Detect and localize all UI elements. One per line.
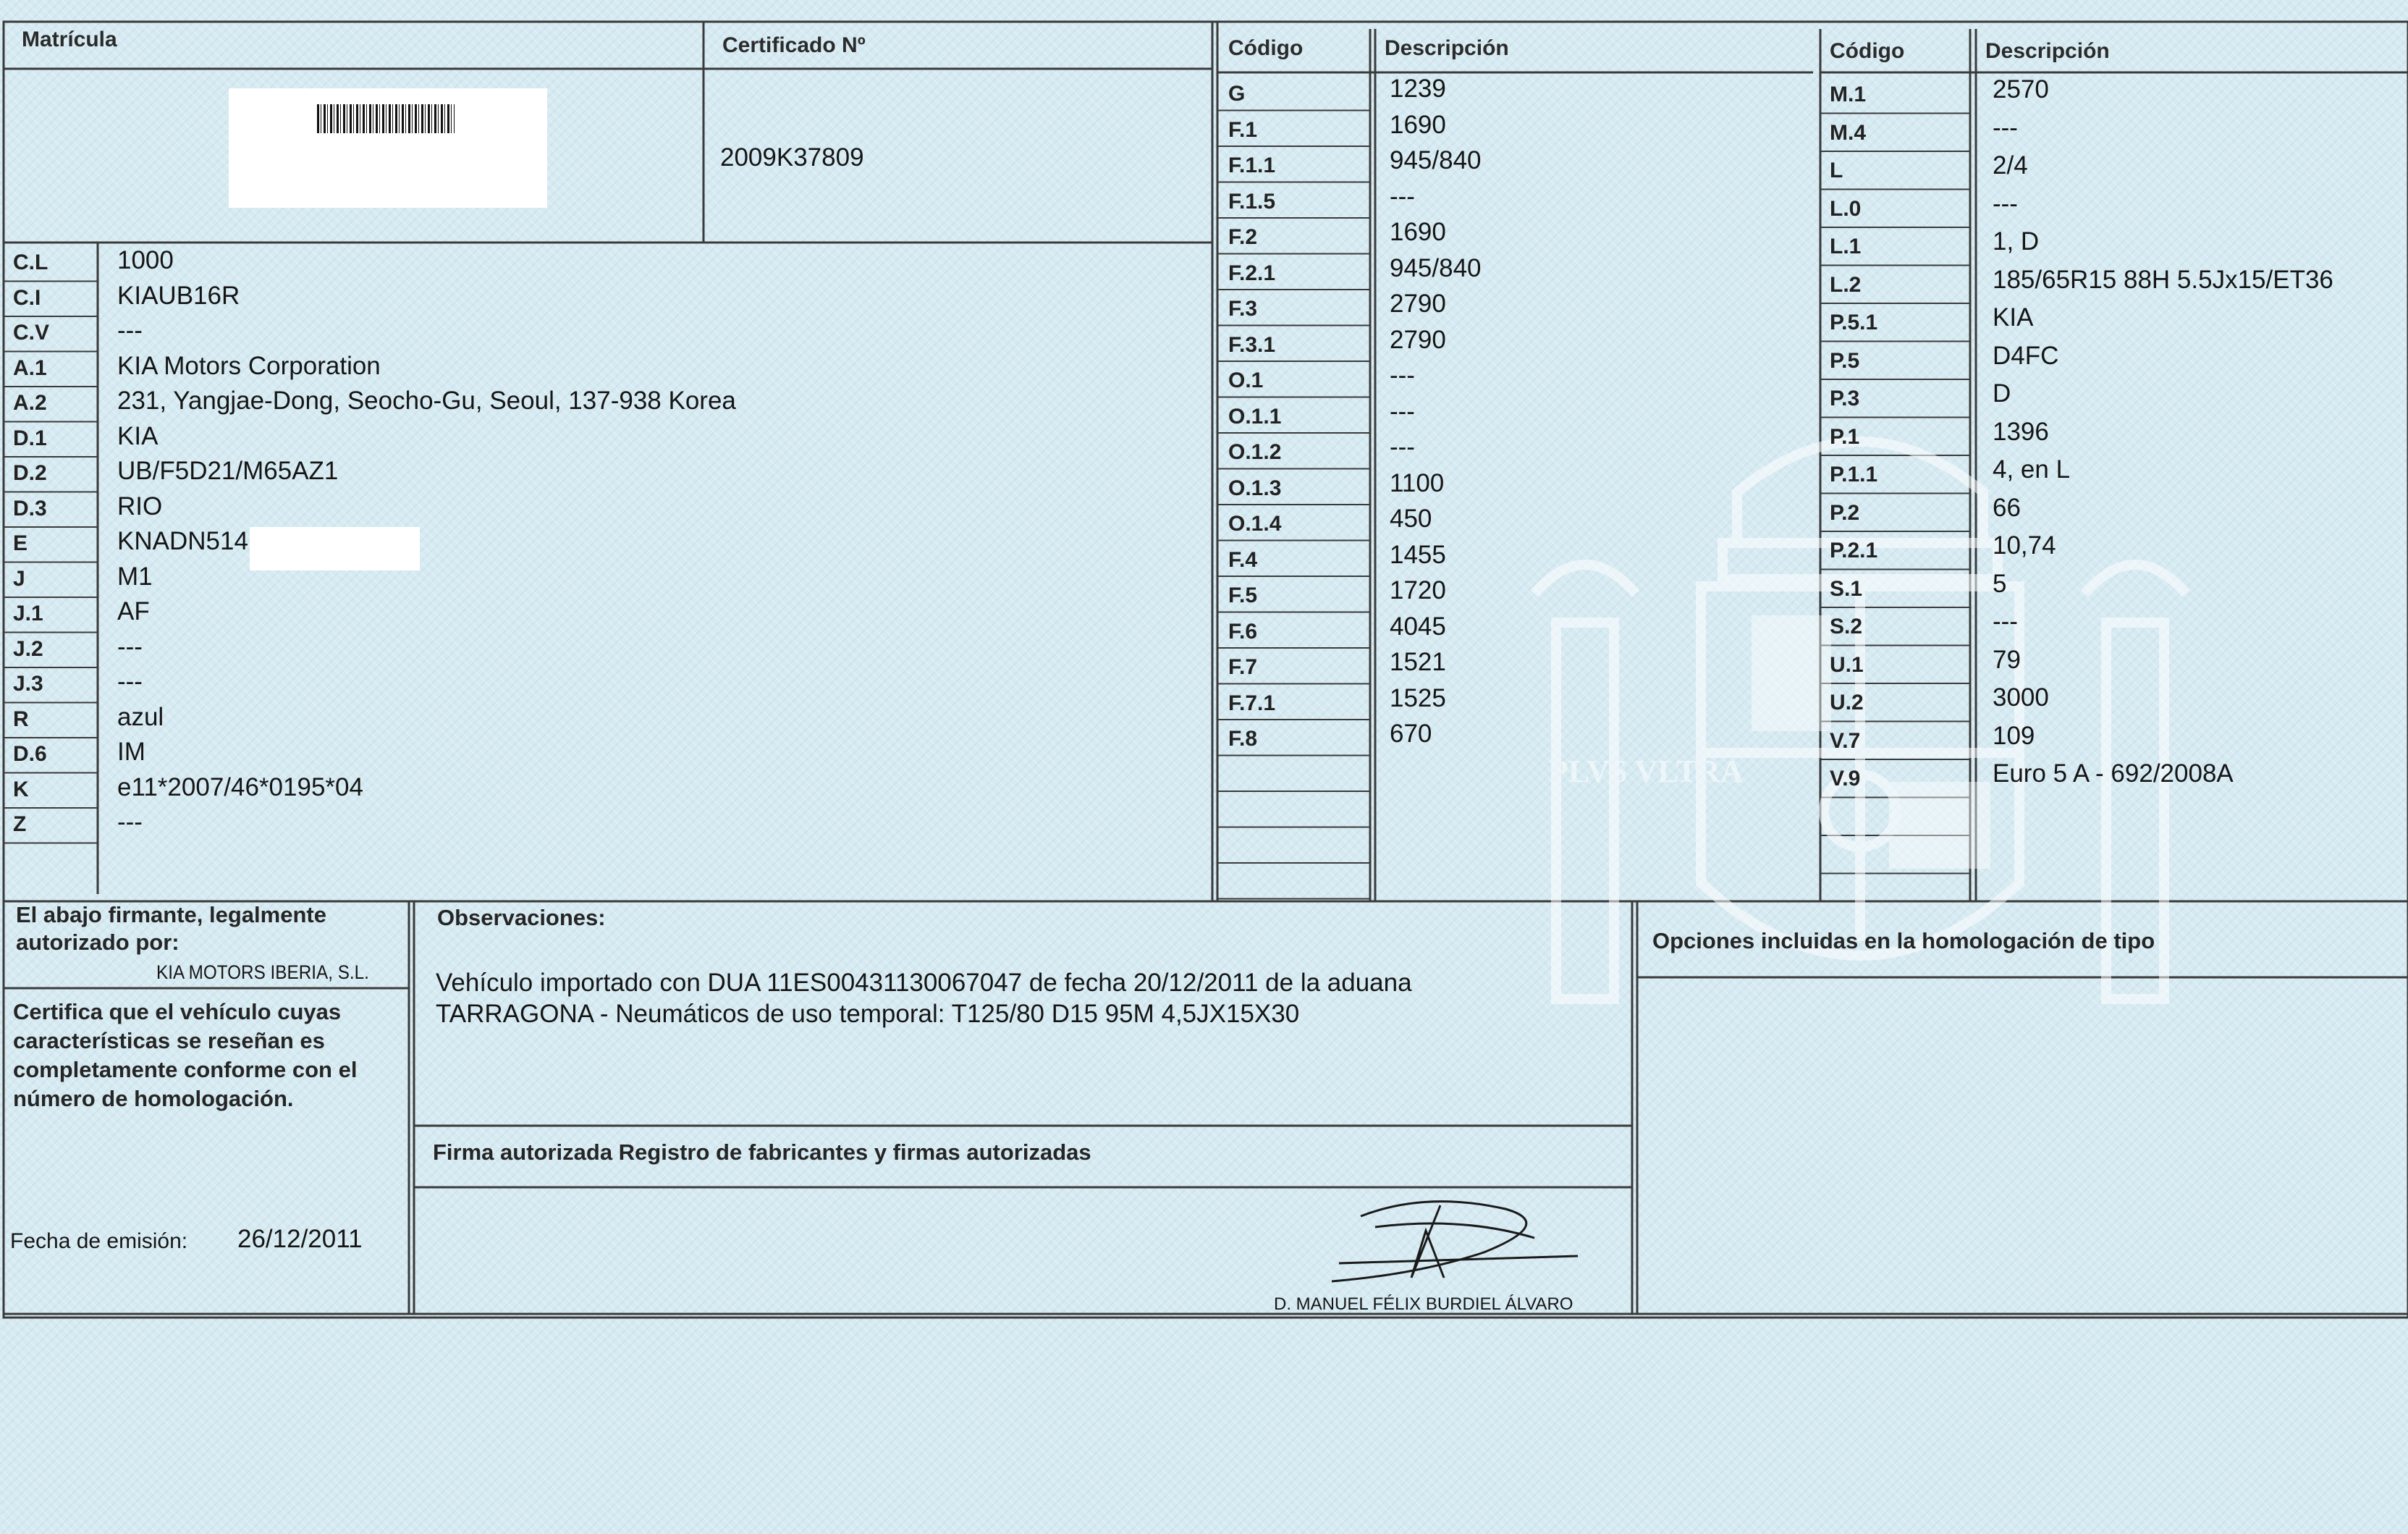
signer-label-1: El abajo firmante, legalmente	[16, 902, 326, 927]
middle-code: O.1.2	[1228, 440, 1282, 464]
matricula-sticker	[229, 88, 547, 208]
left-code: J.3	[13, 672, 43, 696]
middle-code: F.4	[1228, 547, 1258, 572]
left-code: A.2	[13, 391, 47, 415]
firma-label: Firma autorizada Registro de fabricantes y firmas autorizadas	[433, 1139, 1091, 1165]
barcode	[317, 104, 455, 133]
right-code: P.1	[1830, 424, 1860, 449]
cert-line-3: completamente conforme con el	[13, 1057, 358, 1082]
fecha-label: Fecha de emisión:	[10, 1229, 188, 1253]
left-value: KIA	[117, 421, 159, 450]
middle-code: O.1.3	[1228, 476, 1282, 500]
middle-value: ---	[1390, 361, 1415, 389]
middle-code: G	[1228, 82, 1246, 106]
right-code: M.1	[1830, 83, 1867, 106]
left-code: D.1	[13, 426, 47, 450]
middle-value: 1455	[1390, 540, 1446, 569]
observaciones-line-1: Vehículo importado con DUA 11ES00431130067047 de fecha 20/12/2011 de la aduana	[436, 969, 1412, 997]
middle-value: 1239	[1390, 75, 1446, 103]
cert-line-4: número de homologación.	[13, 1086, 294, 1111]
right-code: L	[1830, 159, 1843, 182]
signer-label-2: autorizado por:	[16, 930, 179, 955]
left-value: 231, Yangjae-Dong, Seocho-Gu, Seoul, 137-938 Korea	[117, 387, 736, 415]
left-code: Z	[13, 812, 27, 836]
middle-value: 2790	[1390, 290, 1446, 318]
right-code: M.4	[1830, 120, 1867, 145]
left-code: D.3	[13, 496, 47, 521]
middle-code: F.1	[1228, 117, 1258, 142]
right-value: 10,74	[1993, 531, 2056, 560]
middle-value: 1720	[1390, 576, 1446, 604]
fecha-value: 26/12/2011	[237, 1225, 363, 1253]
left-code: K	[13, 777, 29, 801]
right-value: 4, en L	[1993, 455, 2071, 484]
right-desc-header: Descripción	[1985, 39, 2110, 63]
left-value: KIA Motors Corporation	[117, 351, 381, 380]
right-code: L.0	[1830, 196, 1862, 221]
middle-value: 1690	[1390, 110, 1446, 139]
left-value: 1000	[117, 246, 174, 274]
right-code: L.1	[1830, 235, 1862, 258]
middle-code: F.2	[1228, 225, 1258, 249]
middle-value: 670	[1390, 720, 1432, 748]
right-value: ---	[1993, 189, 2018, 218]
right-value: 185/65R15 88H 5.5Jx15/ET36	[1993, 265, 2333, 294]
middle-value: 450	[1390, 505, 1432, 533]
certificado-value: 2009K37809	[720, 143, 864, 172]
right-value: ---	[1993, 607, 2018, 636]
left-value: AF	[117, 597, 150, 625]
right-value: Euro 5 A - 692/2008A	[1993, 759, 2234, 788]
middle-value: ---	[1390, 182, 1415, 211]
right-value: D	[1993, 379, 2011, 408]
right-code: P.2	[1830, 500, 1860, 525]
right-value: 2/4	[1993, 151, 2028, 180]
left-code: D.2	[13, 461, 47, 485]
signatory-name: D. MANUEL FÉLIX BURDIEL ÁLVARO	[1274, 1294, 1573, 1314]
left-code: R	[13, 707, 29, 731]
right-value: 5	[1993, 569, 2007, 598]
right-value: 2570	[1993, 75, 2049, 104]
left-code: E	[13, 531, 28, 555]
middle-value: 1521	[1390, 648, 1446, 676]
middle-code: F.2.1	[1228, 261, 1276, 285]
middle-value: 1100	[1390, 468, 1445, 497]
left-code: C.V	[13, 321, 50, 345]
left-code: C.I	[13, 285, 41, 310]
left-code: J	[13, 566, 25, 591]
left-value: e11*2007/46*0195*04	[117, 772, 363, 801]
middle-value: 2790	[1390, 325, 1446, 354]
right-code: P.1.1	[1830, 463, 1878, 486]
right-value: 1396	[1993, 417, 2049, 446]
left-code: J.1	[13, 602, 43, 625]
right-value: KIA	[1993, 303, 2034, 332]
right-code: S.2	[1830, 615, 1863, 639]
middle-code: F.5	[1228, 583, 1258, 607]
left-code: C.L	[13, 250, 48, 274]
middle-value: 945/840	[1390, 146, 1482, 174]
right-value: 66	[1993, 493, 2021, 522]
right-code: P.3	[1830, 387, 1860, 410]
left-value: ---	[117, 667, 143, 696]
middle-value: 1690	[1390, 218, 1446, 246]
middle-code: F.3	[1228, 297, 1258, 321]
left-code: A.1	[13, 355, 47, 380]
right-code: V.9	[1830, 767, 1861, 791]
right-code: S.1	[1830, 576, 1863, 601]
observaciones-label: Observaciones:	[437, 905, 606, 930]
left-value: ---	[117, 316, 143, 345]
right-code: L.2	[1830, 272, 1862, 297]
handwritten-signature	[1317, 1187, 1592, 1289]
middle-code: F.7.1	[1228, 691, 1276, 715]
right-code: P.5	[1830, 348, 1860, 373]
vin-redaction	[250, 527, 420, 570]
left-value: KNADN514	[117, 527, 248, 555]
right-value: 109	[1993, 721, 2035, 750]
right-value: 1, D	[1993, 227, 2040, 256]
middle-code: O.1.4	[1228, 512, 1282, 536]
middle-code: F.7	[1228, 655, 1258, 679]
opciones-label: Opciones incluidas en la homologación de tipo	[1652, 928, 2155, 953]
right-value: D4FC	[1993, 341, 2059, 370]
right-value: 79	[1993, 645, 2021, 674]
middle-value: ---	[1390, 433, 1415, 461]
left-value: RIO	[117, 492, 163, 521]
left-value: azul	[117, 702, 164, 731]
right-code: U.1	[1830, 652, 1864, 677]
left-value: IM	[117, 738, 145, 766]
left-value: UB/F5D21/M65AZ1	[117, 457, 339, 485]
matricula-label: Matrícula	[22, 28, 117, 51]
observaciones-line-2: TARRAGONA - Neumáticos de uso temporal: T125/80 D15 95M 4,5JX15X30	[436, 1000, 1300, 1028]
middle-value: 1525	[1390, 683, 1446, 712]
middle-code: F.6	[1228, 619, 1258, 644]
right-value: ---	[1993, 113, 2018, 142]
left-code: D.6	[13, 742, 47, 766]
middle-value: 945/840	[1390, 253, 1482, 282]
middle-value: ---	[1390, 397, 1415, 426]
left-code: J.2	[13, 636, 43, 661]
middle-code-header: Código	[1228, 36, 1304, 60]
middle-value: 4045	[1390, 612, 1446, 641]
left-value: ---	[117, 808, 143, 836]
right-code: U.2	[1830, 691, 1864, 715]
middle-code: F.1.5	[1228, 189, 1276, 214]
middle-code: O.1	[1228, 368, 1264, 392]
cert-line-1: Certifica que el vehículo cuyas	[13, 999, 342, 1024]
certificado-label: Certificado Nº	[722, 33, 866, 57]
middle-code: O.1.1	[1228, 404, 1282, 429]
motto-left: PLVS VLTRA	[1549, 754, 1744, 789]
left-value: KIAUB16R	[117, 281, 240, 310]
right-code: P.5.1	[1830, 311, 1878, 334]
left-value: M1	[117, 562, 153, 591]
right-value: 3000	[1993, 683, 2049, 712]
right-code: V.7	[1830, 728, 1861, 753]
middle-code: F.3.1	[1228, 332, 1276, 357]
cert-line-2: características se reseñan es	[13, 1028, 325, 1053]
left-value: ---	[117, 632, 143, 661]
right-code-header: Código	[1830, 39, 1905, 63]
right-code: P.2.1	[1830, 539, 1878, 562]
middle-code: F.1.1	[1228, 153, 1276, 177]
company-name: KIA MOTORS IBERIA, S.L.	[156, 961, 369, 983]
middle-code: F.8	[1228, 727, 1258, 751]
middle-desc-header: Descripción	[1385, 36, 1509, 60]
